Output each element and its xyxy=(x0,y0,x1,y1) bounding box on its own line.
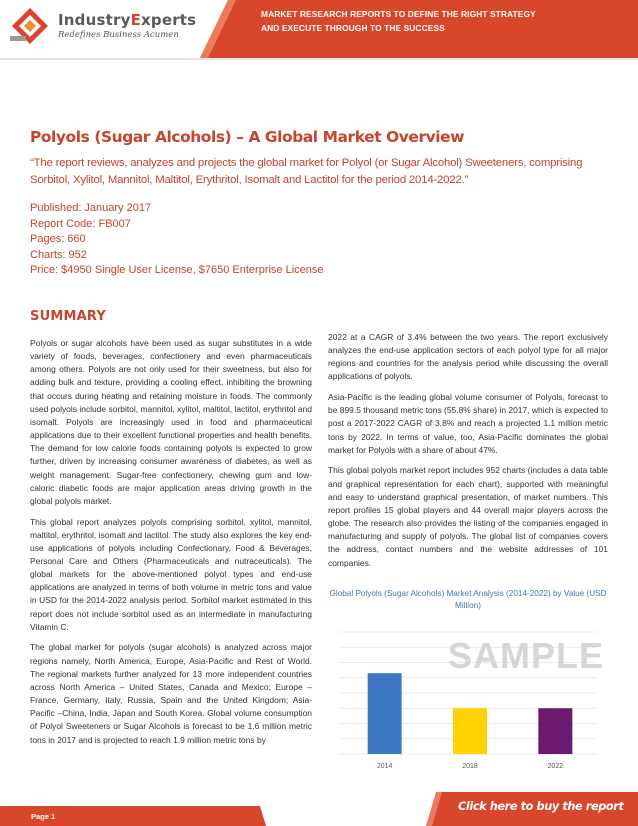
summary-paragraph: The global market for polyols (sugar alcohols) is analyzed across major regions namely, North America, Europe, Asia-Pacific and Rest of World. The regional markets further analyzed for 13 more independent countries across North America – United States, Canada and Mexico; Europe – France, Germany, Italy, Russia, Spain and the United Kingdom; Asia-Pacific –China, India, Japan and South Korea. Global volume consumption of Polyol Sweeteners or Sugar Alcohols is forecast to be 1.6 million metric tons in 2017 and is projected to reach 1.9 million metric tons by xyxy=(30,642,312,745)
logo-mark-icon xyxy=(8,6,52,46)
strapline-line-2: AND EXECUTE THROUGH TO THE SUCCESS xyxy=(261,22,445,33)
summary-left-column xyxy=(30,337,312,754)
chart-x-tick-label: 2022 xyxy=(547,763,564,770)
summary-paragraph: Asia-Pacific is the leading global volume consumer of Polyols, forecast to be 899.5 thousand metric tons (55.8% share) in 2017, which is expected to post a 2017-2022 CAGR of 3.8% and reach a projected 1.1 million metric tons by 2022. In terms of value, too, Asia-Pacific dominates the global market for Polyols with a share of about 47%. xyxy=(328,392,608,455)
page-number: Page 1 xyxy=(31,812,56,821)
summary-right-column xyxy=(328,331,608,577)
report-description: “The report reviews, analyzes and projects the global market for Polyol (or Sugar Alcohol) Sweeteners, comprising Sorbitol, Xylitol, Mannitol, Maltitol, Erythritol, Isomalt and Lactitol for the period 2014-2022.” xyxy=(30,157,583,186)
chart-title: Global Polyols (Sugar Alcohols) Market Analysis (2014-2022) by Value (USD Million) xyxy=(329,589,607,610)
logo-tagline: Redefines Business Acumen xyxy=(58,30,179,40)
chart-x-tick-label: 2018 xyxy=(462,763,478,770)
strapline-line-1: MARKET RESEARCH REPORTS TO DEFINE THE RIGHT STRATEGY xyxy=(261,9,536,19)
page-header xyxy=(0,0,638,58)
header-divider xyxy=(0,58,638,60)
market-analysis-chart xyxy=(324,588,612,778)
price-info: Price: $4950 Single User License, $7650 Enterprise License xyxy=(30,264,324,277)
logo-wordmark: IndustryExperts xyxy=(58,11,197,29)
chart-bar-2022 xyxy=(538,708,572,754)
summary-paragraph: 2022 at a CAGR of 3.4% between the two years. The report exclusively analyzes the end-use application sectors of each polyol type for all major regions and countries for the analysis period while discussing the overall applications of polyols. xyxy=(328,332,608,382)
summary-paragraph: This global polyols market report includes 952 charts (includes a data table and graphical representation for each chart), supported with meaningful and easy to understand graphical presentation, of market numbers. This report profiles 15 global players and 44 overall major players across the globe. The research also provides the listing of the companies engaged in manufacturing and supply of polyols. The global list of companies covers the address, contact numbers and the website addresses of 101 companies. xyxy=(328,465,608,568)
summary-paragraph: This global report analyzes polyols comprising sorbitol, xylitol, mannitol, maltitol, erythritol, isomalt and lactitol. The study also explores the key end-use applications of polyols including Confectionary, Food & Beverages, Personal Care and Others (Pharmaceuticals and nutraceuticals). The global markets for the above-mentioned polyol types and end-use applications are analyzed in terms of both volume in metric tons and value in USD for the 2014-2022 analysis period. Sorbitol market estimated in this report does not include sorbitol used as an intermediate in manufacturing Vitamin C. xyxy=(30,516,312,632)
published-date: Published: January 2017 xyxy=(30,202,152,214)
sample-watermark: SAMPLE xyxy=(447,635,605,676)
industry-experts-logo[interactable] xyxy=(8,5,223,47)
report-code: Report Code: FB007 xyxy=(30,217,131,230)
buy-report-link[interactable]: Click here to buy the report xyxy=(458,800,624,813)
summary-paragraph: Polyols or sugar alcohols have been used as sugar substitutes in a wide variety of foods, beverages, confectionery and even pharmaceuticals among others. Polyols are not only used for their sweetness, but also for adding bulk and texture, providing a cooling effect, inhibiting the browning that occurs during heating and retaining moisture in foods. The commonly used polyols include sorbitol, mannitol, xylitol, maltitol, lactitol, erythritol and isomalt. Polyols are increasingly used in food and pharmaceutical applications due to their excellent functional properties and health benefits. The demand for low calorie foods containing polyols is expected to grow further, driven by increasing consumer awareness of diabetes, as well as weight management. Sugar-free confectionery, chewing gum and low-caloric diabetic foods are major application areas driving growth in the global polyols market. xyxy=(30,338,312,506)
summary-heading: SUMMARY xyxy=(30,309,106,324)
chart-bar-2014 xyxy=(368,673,402,754)
header-strapline xyxy=(261,8,631,35)
chart-x-tick-label: 2014 xyxy=(376,763,393,770)
page-count: Pages: 660 xyxy=(30,233,86,246)
report-title: Polyols (Sugar Alcohols) – A Global Market Overview xyxy=(30,128,465,146)
report-meta xyxy=(30,201,324,279)
chart-bar-2018 xyxy=(453,708,487,754)
chart-canvas xyxy=(324,588,612,778)
chart-count: Charts: 952 xyxy=(30,248,87,261)
